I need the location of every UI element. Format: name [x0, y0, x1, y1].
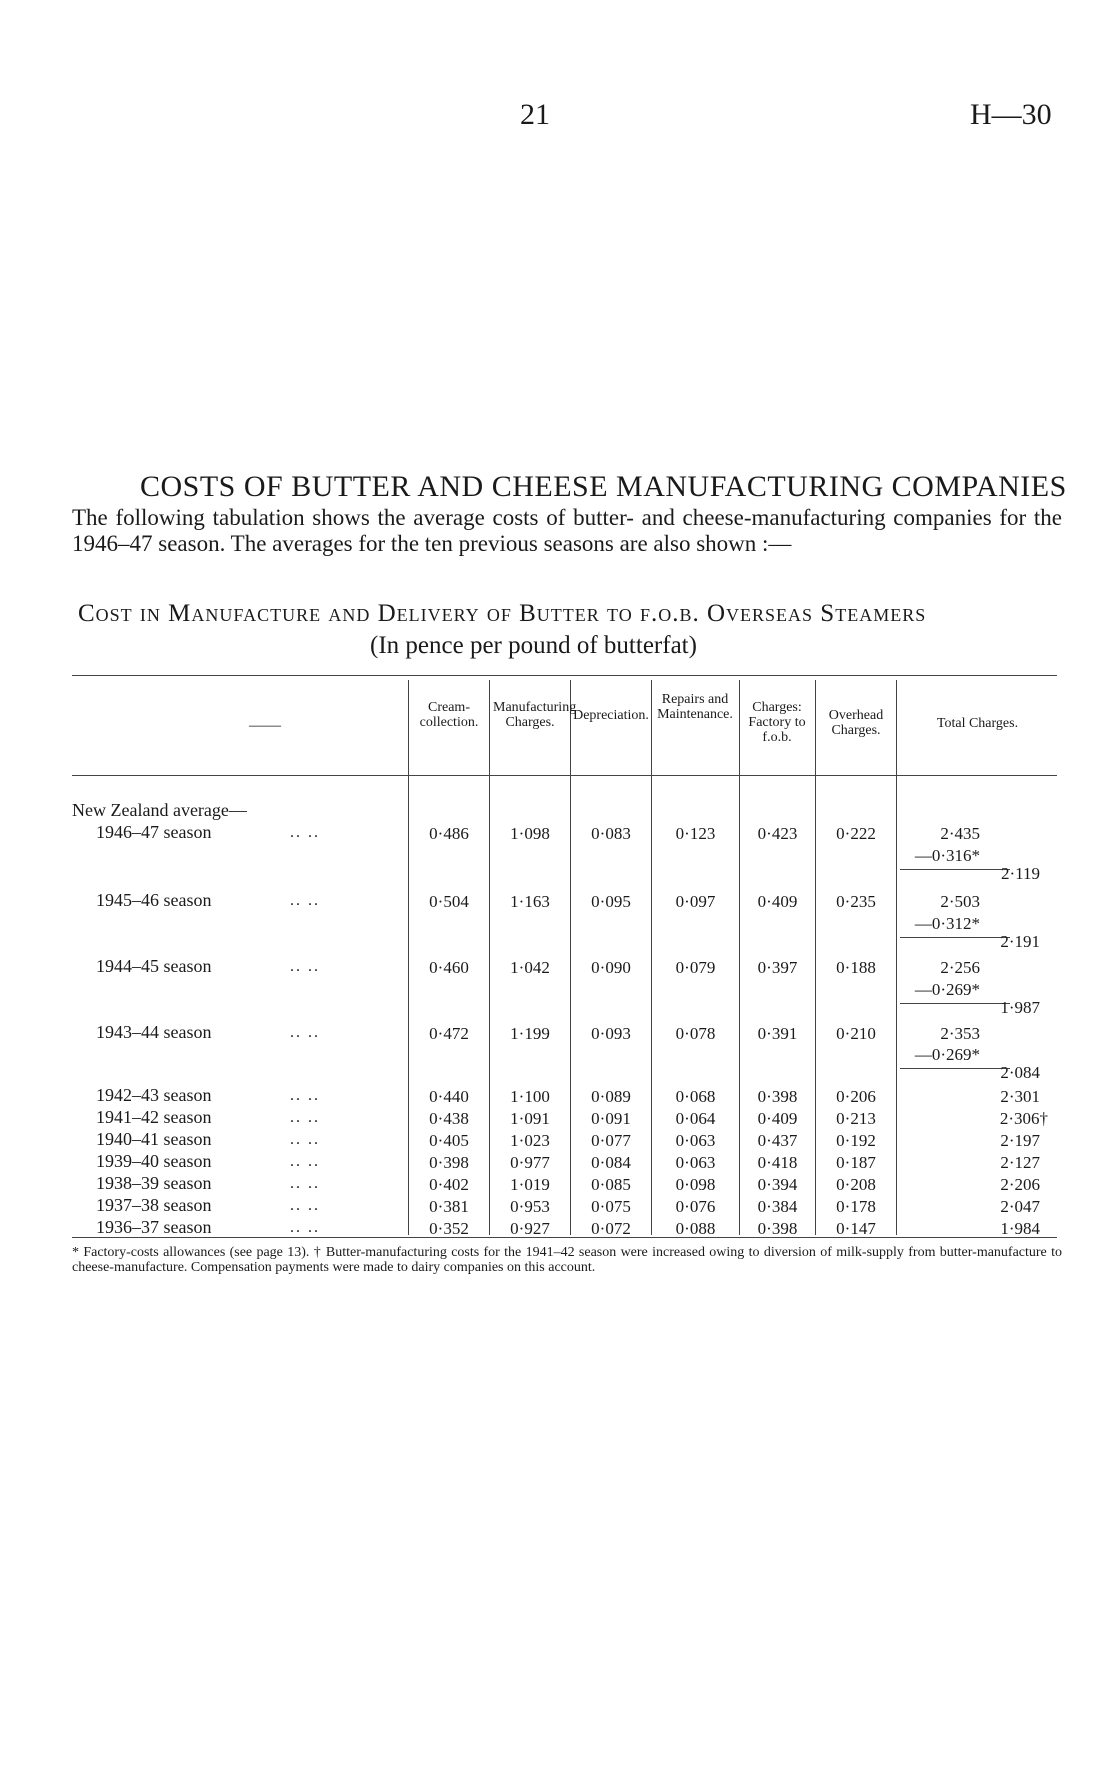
cell-total: 2·503 [940, 892, 980, 911]
table-top-rule [72, 675, 1057, 676]
cell-cream-collection: 0·402 [429, 1175, 469, 1194]
cell-overhead: 0·188 [836, 958, 876, 977]
row-season: 1942–43 season [96, 1085, 212, 1105]
header-charges-factory-fob: Charges: Factory to f.o.b. [748, 700, 806, 745]
cell-depreciation: 0·072 [591, 1219, 631, 1238]
cell-depreciation: 0·084 [591, 1153, 631, 1172]
footnotes: * Factory-costs allowances (see page 13). † Butter-manufacturing costs for the 1941–42 season were increased owing to diversion of milk-supply from butter-manufacture to cheese-manufacture. Compensation payments were made to dairy companies on this account. [72, 1245, 1062, 1275]
leader-dots: .. .. [290, 1024, 320, 1041]
cell-total: 1·984 [1000, 1219, 1040, 1238]
row-season: 1943–44 season [96, 1022, 212, 1042]
cell-manufacturing: 1·042 [510, 958, 550, 977]
header-manufacturing-charges: Manufacturing Charges. [493, 700, 577, 730]
cell-total: 2·256 [940, 958, 980, 977]
cell-cream-collection: 0·405 [429, 1131, 469, 1150]
row-season: 1944–45 season [96, 956, 212, 976]
page-reference: H—30 [970, 98, 1052, 131]
header-depreciation: Depreciation. [573, 708, 649, 723]
cell-depreciation: 0·093 [591, 1024, 631, 1043]
leader-dots: .. .. [290, 824, 320, 841]
cell-overhead: 0·222 [836, 824, 876, 843]
intro-paragraph: The following tabulation shows the average costs of butter- and cheese-manufacturing companies for the 1946–47 season. The averages for the ten previous seasons are also shown :— [72, 505, 1062, 556]
cell-depreciation: 0·091 [591, 1109, 631, 1128]
cell-total: 2·301 [1000, 1087, 1040, 1106]
leader-dots: .. .. [290, 1219, 320, 1236]
cell-overhead: 0·213 [836, 1109, 876, 1128]
cell-cream-collection: 0·352 [429, 1219, 469, 1238]
cell-cream-collection: 0·440 [429, 1087, 469, 1106]
cell-cream-collection: 0·460 [429, 958, 469, 977]
cell-overhead: 0·147 [836, 1219, 876, 1238]
cell-cream-collection: 0·438 [429, 1109, 469, 1128]
cell-overhead: 0·206 [836, 1087, 876, 1106]
cell-overhead: 0·192 [836, 1131, 876, 1150]
cell-repairs: 0·098 [675, 1175, 716, 1194]
cell-manufacturing: 1·199 [510, 1024, 550, 1043]
cell-overhead: 0·210 [836, 1024, 876, 1043]
cell-factory-fob: 0·409 [757, 1109, 798, 1128]
cell-repairs: 0·088 [675, 1219, 716, 1238]
nz-average-label: New Zealand average— [72, 800, 247, 820]
header-bottom-rule [72, 775, 1057, 776]
cell-depreciation: 0·083 [591, 824, 631, 843]
cell-total: 2·127 [1000, 1153, 1040, 1172]
table-title: Cost in Manufacture and Delivery of Butter to f.o.b. Overseas Steamers [78, 600, 927, 627]
cell-repairs: 0·064 [675, 1109, 716, 1128]
leader-dots: .. .. [290, 1087, 320, 1104]
cell-net-total: 2·191 [1000, 932, 1040, 951]
cell-total: 2·197 [1000, 1131, 1040, 1150]
cell-factory-fob: 0·423 [757, 824, 798, 843]
cell-repairs: 0·078 [675, 1024, 716, 1043]
cell-depreciation: 0·090 [591, 958, 631, 977]
cell-manufacturing: 1·163 [510, 892, 550, 911]
cell-manufacturing: 1·019 [510, 1175, 550, 1194]
leader-dots: .. .. [290, 958, 320, 975]
row-season: 1946–47 season [96, 822, 212, 842]
cell-factory-fob: 0·397 [757, 958, 798, 977]
cell-cream-collection: 0·504 [429, 892, 469, 911]
cell-factory-fob: 0·437 [757, 1131, 798, 1150]
cell-depreciation: 0·077 [591, 1131, 631, 1150]
cell-factory-fob: 0·418 [757, 1153, 798, 1172]
header-cream-collection: Cream-collection. [419, 700, 479, 730]
cell-manufacturing: 0·927 [510, 1219, 550, 1238]
row-season: 1941–42 season [96, 1107, 212, 1127]
cell-overhead: 0·235 [836, 892, 876, 911]
cell-net-total: 2·084 [1000, 1063, 1040, 1082]
cell-overhead: 0·178 [836, 1197, 876, 1216]
leader-dots: .. .. [290, 1197, 320, 1214]
cell-total: 2·435 [940, 824, 980, 843]
cell-total: 2·306† [999, 1109, 1048, 1128]
cell-cream-collection: 0·472 [429, 1024, 469, 1043]
row-season: 1940–41 season [96, 1129, 212, 1149]
cell-manufacturing: 1·023 [510, 1131, 550, 1150]
cell-repairs: 0·097 [675, 892, 716, 911]
header-blank: —— [249, 717, 281, 734]
cell-total: 2·206 [1000, 1175, 1040, 1194]
cell-overhead: 0·187 [836, 1153, 876, 1172]
header-total-charges: Total Charges. [936, 716, 1019, 731]
cell-depreciation: 0·075 [591, 1197, 631, 1216]
row-season: 1936–37 season [96, 1217, 212, 1237]
cell-factory-fob: 0·398 [757, 1087, 798, 1106]
table-subtitle: (In pence per pound of butterfat) [370, 632, 697, 659]
cell-repairs: 0·063 [675, 1153, 716, 1172]
cell-depreciation: 0·089 [591, 1087, 631, 1106]
cell-depreciation: 0·085 [591, 1175, 631, 1194]
leader-dots: .. .. [290, 1175, 320, 1192]
cell-repairs: 0·079 [675, 958, 716, 977]
cell-total: 2·353 [940, 1024, 980, 1043]
header-overhead-charges: Overhead Charges. [828, 708, 884, 738]
cell-total: 2·047 [1000, 1197, 1040, 1216]
leader-dots: .. .. [290, 1131, 320, 1148]
cell-cream-collection: 0·398 [429, 1153, 469, 1172]
leader-dots: .. .. [290, 1109, 320, 1126]
cell-cream-collection: 0·486 [429, 824, 469, 843]
row-season: 1939–40 season [96, 1151, 212, 1171]
cell-overhead: 0·208 [836, 1175, 876, 1194]
cell-depreciation: 0·095 [591, 892, 631, 911]
row-season: 1938–39 season [96, 1173, 212, 1193]
section-title: COSTS OF BUTTER AND CHEESE MANUFACTURING COMPANIES [140, 470, 1067, 503]
header-repairs-maintenance: Repairs and Maintenance. [657, 692, 733, 722]
cell-factory-fob: 0·384 [757, 1197, 798, 1216]
cell-net-total: 1·987 [1000, 998, 1040, 1017]
cell-factory-fob: 0·409 [757, 892, 798, 911]
cell-factory-fob: 0·398 [757, 1219, 798, 1238]
page-number: 21 [520, 98, 550, 131]
column-divider [896, 680, 897, 1235]
cell-allowance: —0·316* [914, 846, 980, 865]
leader-dots: .. .. [290, 1153, 320, 1170]
cell-allowance: —0·269* [914, 1045, 980, 1064]
cell-manufacturing: 1·100 [510, 1087, 550, 1106]
cell-repairs: 0·123 [675, 824, 716, 843]
cell-factory-fob: 0·391 [757, 1024, 798, 1043]
leader-dots: .. .. [290, 892, 320, 909]
cell-cream-collection: 0·381 [429, 1197, 469, 1216]
cell-manufacturing: 1·098 [510, 824, 550, 843]
cell-allowance: —0·312* [914, 914, 980, 933]
row-season: 1945–46 season [96, 890, 212, 910]
cell-repairs: 0·068 [675, 1087, 716, 1106]
cell-manufacturing: 0·977 [510, 1153, 550, 1172]
cell-manufacturing: 1·091 [510, 1109, 550, 1128]
cell-allowance: —0·269* [914, 980, 980, 999]
cell-manufacturing: 0·953 [510, 1197, 550, 1216]
cell-repairs: 0·063 [675, 1131, 716, 1150]
cell-net-total: 2·119 [1000, 864, 1040, 883]
cell-factory-fob: 0·394 [757, 1175, 798, 1194]
row-season: 1937–38 season [96, 1195, 212, 1215]
cell-repairs: 0·076 [675, 1197, 716, 1216]
